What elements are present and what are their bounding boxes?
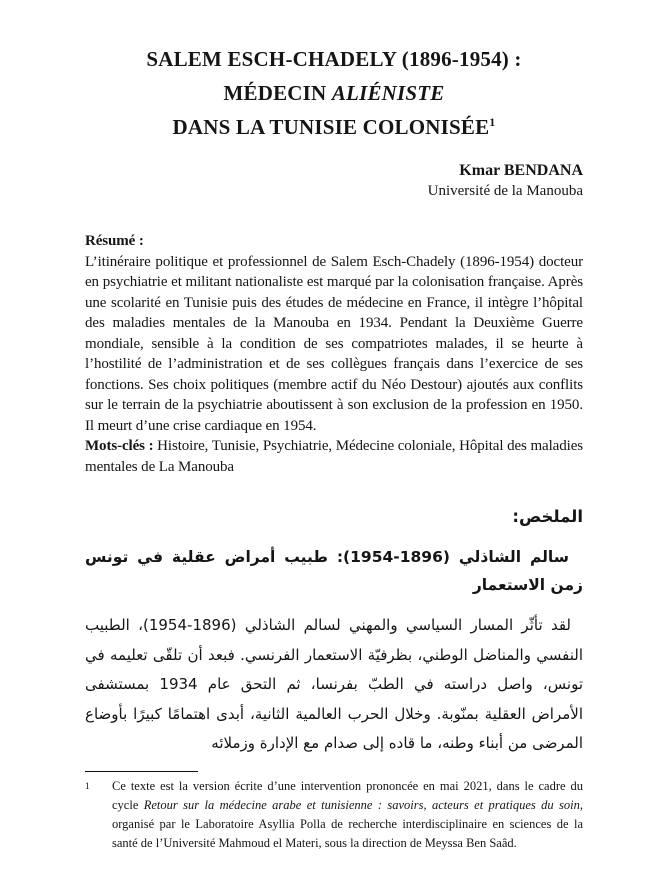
keywords-line <box>85 436 583 477</box>
footnote-area <box>85 771 583 853</box>
footnote-reference-marker: 1 <box>489 115 496 129</box>
title-line-3-text: DANS LA TUNISIE COLONISÉE <box>172 115 490 139</box>
footnote-text-run-2: organisé par le Laboratoire Asyllia Polla de recherche interdisciplinaire en sciences de la santé de l’Université Mahmoud el Materi, sous la direction de Meyssa Ben Saâd. <box>112 817 583 850</box>
article-title <box>40 42 628 144</box>
footnote-separator-rule <box>85 771 198 772</box>
abstract-arabic-section <box>85 505 583 759</box>
abstract-french-section <box>85 231 583 477</box>
author-affiliation: Université de la Manouba <box>427 183 583 199</box>
arabic-abstract-label: الملخص: <box>512 507 583 526</box>
title-italic-word: ALIÉNISTE <box>331 81 445 105</box>
author-name: Kmar BENDANA <box>459 162 583 179</box>
footnote-text <box>112 777 583 853</box>
title-line-2 <box>40 76 628 110</box>
title-line-2-text: MÉDECIN <box>223 81 332 105</box>
article-header <box>0 42 668 202</box>
footnote-text-run-1: Ce texte est la version écrite d’une intervention prononcée en mai 2021, dans le cadre du cycle <box>112 779 583 812</box>
abstract-label: Résumé : <box>85 233 144 249</box>
keywords-label: Mots-clés : <box>85 438 154 454</box>
arabic-abstract-body: لقد تأثّر المسار السياسي والمهني لسالم الشاذلي (1896-1954)، الطبيب النفسي والمناضل الوطني، بظرفيّة الاستعمار الفرنسي. فبعد أن تلقّى تعليمه في تونس، واصل دراسته في الطبّ بفرنسا، ثم التحق عام 1934 بمستشفى الأمراض العقلية بمنّوبة. وخلال الحرب العالمية الثانية، أبدى اهتمامًا كبيرًا بأوضاع المرضى من أبناء وطنه، ما قاده إلى صدام مع الإدارة وزملائه <box>85 616 583 752</box>
title-line-1: SALEM ESCH-CHADELY (1896-1954) : <box>146 47 522 71</box>
footnote-cycle-title: Retour sur la médecine arabe et tunisienne : savoirs, acteurs et pratiques du soin, <box>143 798 583 812</box>
byline <box>85 160 583 202</box>
arabic-article-title: سالم الشاذلي (1896-1954): طبيب أمراض عقلية في تونس زمن الاستعمار <box>85 548 583 594</box>
keywords-text: Histoire, Tunisie, Psychiatrie, Médecine coloniale, Hôpital des maladies mentales de La Manouba <box>85 438 583 475</box>
abstract-body-text: L’itinéraire politique et professionnel de Salem Esch-Chadely (1896-1954) docteur en psychiatrie et militant nationaliste est marqué par la colonisation française. Après une scolarité en Tunisie puis des études de médecine en France, il intègre l’hôpital des maladies mentales de la Manouba en 1934. Pendant la Deuxième Guerre mondiale, sensible à la condition de ses compatriotes malades, il se heurte à l’hostilité de l’administration et de ses collègues français dans l’exercice de ses fonctions. Ses choix politiques (membre actif du Néo Destour) ajoutés aux conflits sur le terrain de la psychiatrie aboutissent à son exclusion de la profession en 1950. Il meurt d’une crise cardiaque en 1954. <box>85 253 583 434</box>
footnote-row <box>85 777 583 853</box>
footnote-number: 1 <box>85 782 90 792</box>
title-line-3 <box>40 110 628 144</box>
